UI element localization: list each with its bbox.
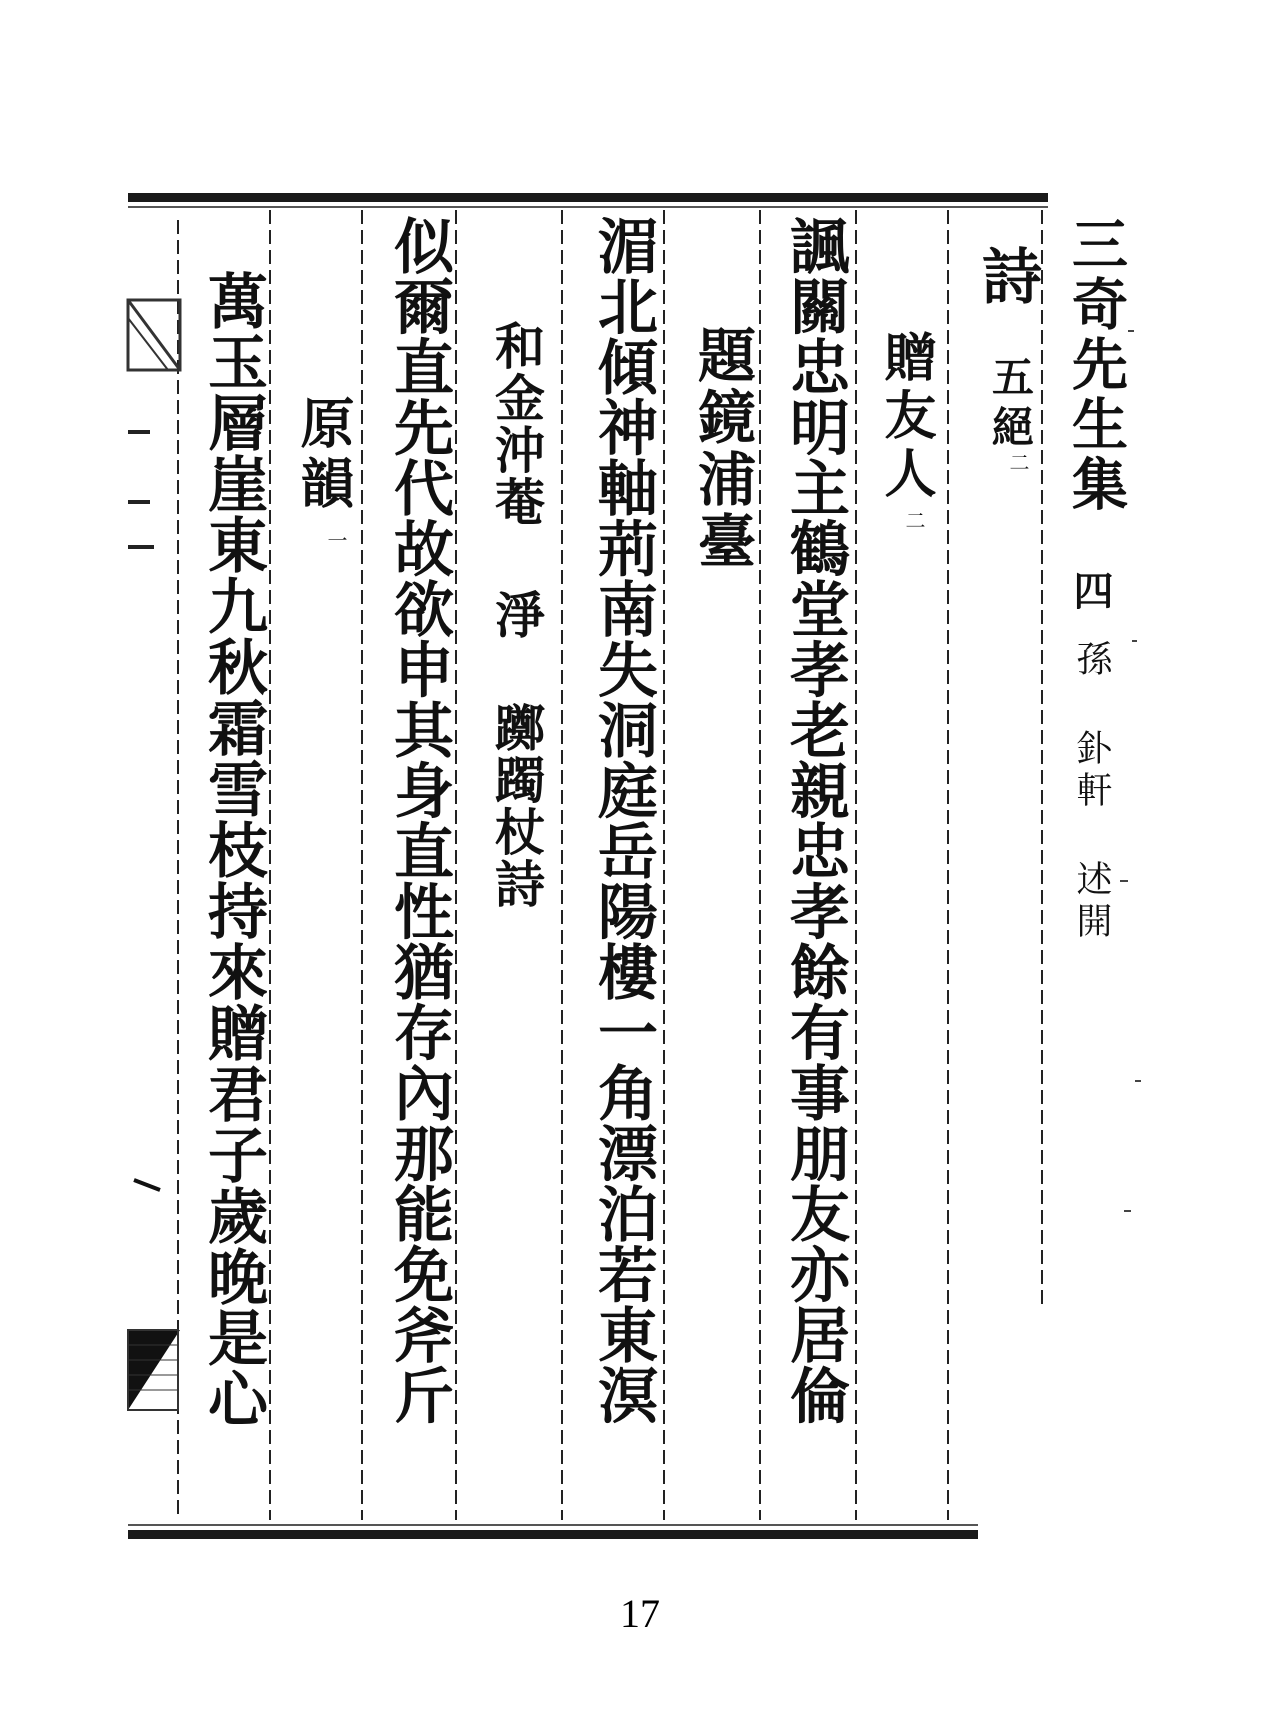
- poem-title-note: 一: [324, 530, 348, 550]
- poem-line: 諷關忠明主鶴堂孝老親忠孝餘有事朋友亦居倫: [780, 215, 850, 1425]
- section-subheading: 五絕: [986, 355, 1035, 455]
- poem-title-note: 二: [902, 510, 926, 530]
- header-volume-marker: 四: [1067, 570, 1114, 610]
- poem-title: 原韻: [292, 395, 356, 515]
- poem-title: 贈友人: [875, 330, 936, 504]
- poem-line: 萬玉層崖東九秋霜雪枝持來贈君子歲晚是心: [198, 270, 268, 1429]
- top-border: [128, 193, 1048, 202]
- bottom-border: [128, 1530, 978, 1539]
- poem-line: 似爾直先代故欲申其身直性猶存內那能免斧斤: [384, 215, 454, 1425]
- bottom-border-thin: [128, 1524, 978, 1526]
- header-editor-note: 孫 釙軒 述開: [1071, 640, 1112, 944]
- poem-title: 題鏡浦臺: [688, 325, 756, 573]
- page-number: 17: [620, 1591, 660, 1636]
- section-heading: 詩: [972, 245, 1042, 305]
- poem-line: 湄北傾神軸荊南失洞庭岳陽樓一角漂泊若東溟: [588, 215, 658, 1425]
- top-border-thin: [128, 206, 1048, 208]
- binding-margin: [128, 300, 180, 1410]
- section-subheading-note: 二: [1006, 452, 1030, 472]
- header-book-title: 三奇先生集: [1063, 215, 1129, 515]
- poem-title: 和金沖菴 淨 躑躅杖詩: [487, 320, 546, 910]
